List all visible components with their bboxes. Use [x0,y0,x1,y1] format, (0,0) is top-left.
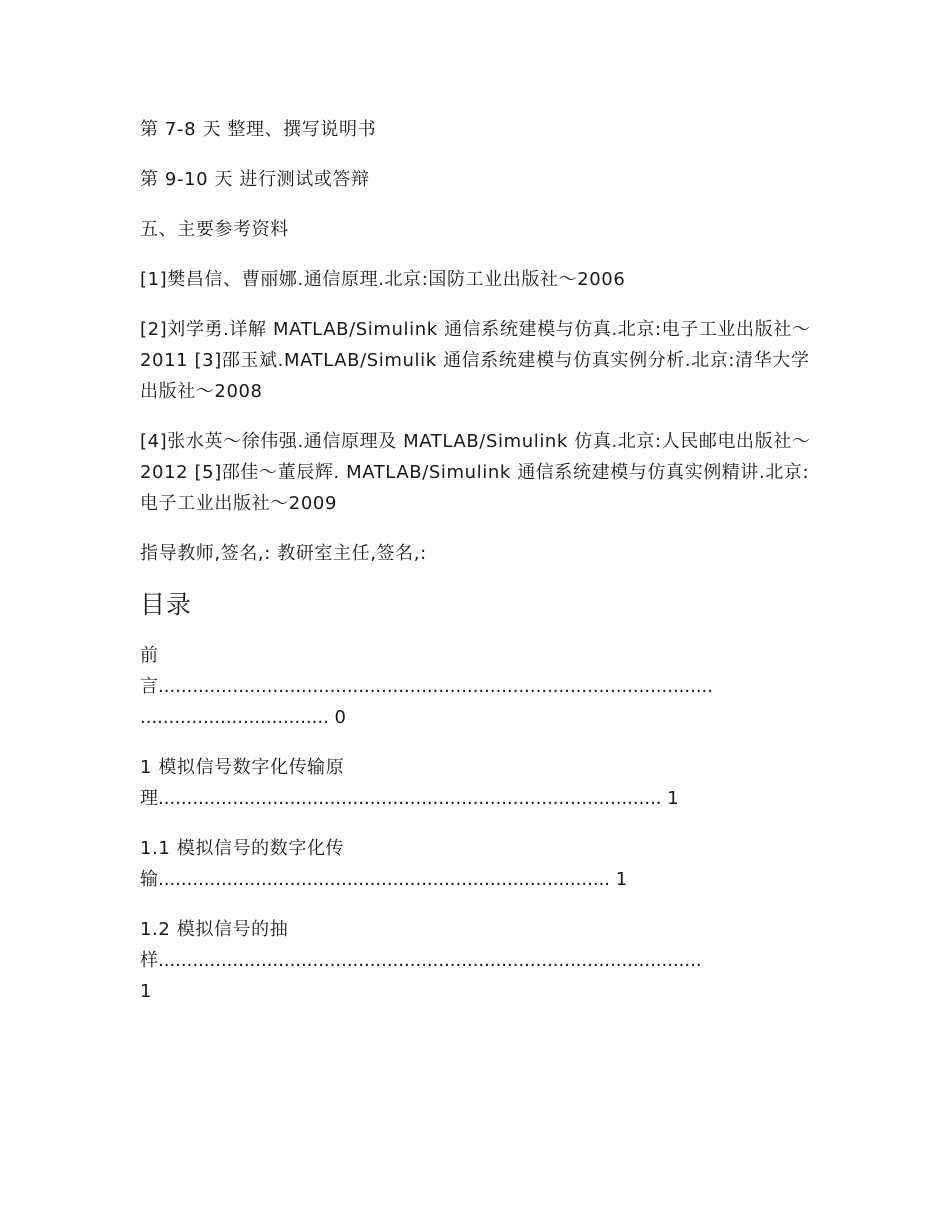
reference-1: [1]樊昌信、曹丽娜.通信原理.北京:国防工业出版社～2006 [140,269,626,290]
toc-entry-chapter-1[interactable] [140,752,812,814]
page-content [140,114,812,1026]
toc-entry-leader: 样............................................................................................... [140,950,702,971]
toc-entry-preface[interactable] [140,640,812,733]
toc-entry-leader: 言................................................................................................. [140,676,714,697]
schedule-day-7-8: 第 7-8 天 整理、撰写说明书 [140,119,377,140]
toc-entry-text: 1 模拟信号数字化传输原 [140,757,345,778]
toc-entry-page: ................................. 0 [140,707,346,728]
toc-entry-text: 1.1 模拟信号的数字化传 [140,838,345,859]
section-5-title: 五、主要参考资料 [140,219,289,240]
signature-line: 指导教师,签名,: 教研室主任,签名,: [140,543,427,564]
toc-title: 目录 [140,590,193,619]
toc-entry-text: 1.2 模拟信号的抽 [140,919,289,940]
toc-entry-leader: 输............................................................................... 1 [140,869,628,890]
toc-entry-text: 前 [140,645,159,666]
toc-entry-section-1-2[interactable] [140,914,812,1007]
toc-entry-leader: 理........................................................................................ 1 [140,788,679,809]
reference-2-3: [2]刘学勇.详解 MATLAB/Simulink 通信系统建模与仿真.北京:电子工业出版社～2011 [3]邵玉斌.MATLAB/Simulik 通信系统建模与仿真实例分析.北京:清华大学出版社～2008 [140,319,811,402]
toc-entry-page: 1 [140,981,153,1002]
toc-entry-section-1-1[interactable] [140,833,812,895]
reference-4-5: [4]张水英～徐伟强.通信原理及 MATLAB/Simulink 仿真.北京:人民邮电出版社～2012 [5]邵佳～董辰辉. MATLAB/Simulink 通信系统建模与仿真实例精讲.北京:电子工业出版社～2009 [140,431,811,514]
schedule-day-9-10: 第 9-10 天 进行测试或答辩 [140,169,370,190]
